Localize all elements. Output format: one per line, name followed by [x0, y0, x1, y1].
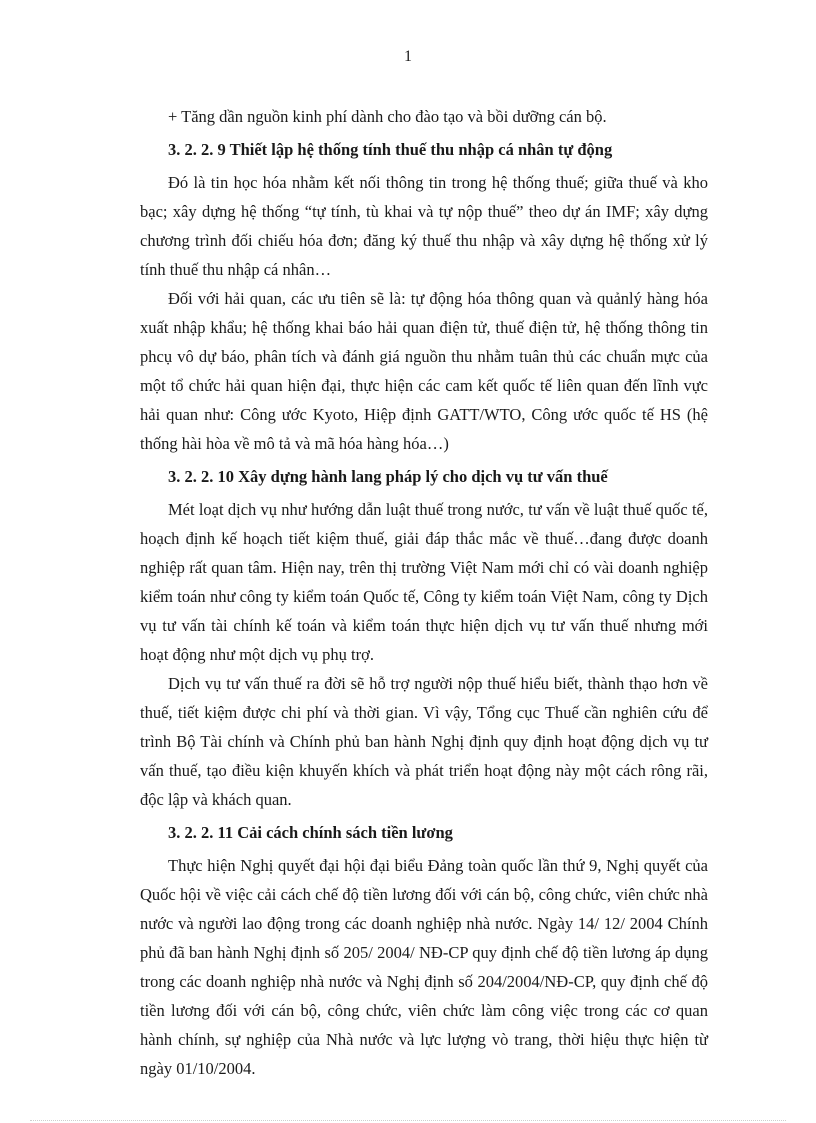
section-heading-3-2-2-11: 3. 2. 2. 11 Cải cách chính sách tiền lương — [168, 823, 453, 842]
paragraph-salary-reform: Thực hiện Nghị quyết đại hội đại biểu Đảng toàn quốc lần thứ 9, Nghị quyết của Quốc hội về việc cải cách chế độ tiền lương đối với cán bộ, công chức, viên chức nhà nước và người lao động trong các doanh nghiệp nhà nước. Ngày 14/ 12/ 2004 Chính phủ đã ban hành Nghị định số 205/ 2004/ NĐ-CP quy định chế độ tiền lương áp dụng trong các doanh nghiệp nhà nước và Nghị định số 204/2004/NĐ-CP, quy định chế độ tiền lương đối với cán bộ, công chức, viên chức làm công việc trong các cơ quan hành chính, sự nghiệp của Nhà nước và lực lượng vò trang, thời hiệu thực hiện từ ngày 01/10/2004. — [140, 856, 708, 1078]
section-heading-3-2-2-9: 3. 2. 2. 9 Thiết lập hệ thống tính thuế thu nhập cá nhân tự động — [168, 140, 613, 159]
paragraph-tax-it: Đó là tin học hóa nhằm kết nối thông tin trong hệ thống thuế; giữa thuế và kho bạc; xây dựng hệ thống “tự tính, tù khai và tự nộp thuế” theo dự án IMF; xây dựng chương trình đối chiếu hóa đơn; đăng ký thuế thu nhập và xây dựng hệ thống xử lý tính thuế thu nhập cá nhân… — [140, 173, 708, 279]
page-number: 1 — [404, 48, 412, 65]
paragraph-customs: Đối với hải quan, các ưu tiên sẽ là: tự động hóa thông quan và quảnlý hàng hóa xuất nhập khẩu; hệ thống khai báo hải quan điện tử, thuế điện tử, hệ thống thông tin phcụ vô dự báo, phân tích và đánh giá nguồn thu nhằm tuân thủ các chuẩn mực của một tổ chức hải quan hiện đại, thực hiện các cam kết quốc tế liên quan đến lĩnh vực hải quan như: Công ước Kyoto, Hiệp định GATT/WTO, Công ước quốc tế HS (hệ thống hài hòa về mô tả và mã hóa hàng hóa…) — [140, 289, 708, 453]
paragraph-tax-consulting-benefits: Dịch vụ tư vấn thuế ra đời sẽ hỗ trợ người nộp thuế hiểu biết, thành thạo hơn về thuế, tiết kiệm được chi phí và thời gian. Vì vậy, Tổng cục Thuế cần nghiên cứu để trình Bộ Tài chính và Chính phủ ban hành Nghị định quy định hoạt động dịch vụ tư vấn thuế, tạo điều kiện khuyến khích và phát triển hoạt động này một cách rông rãi, độc lập và khách quan. — [140, 674, 708, 809]
document-body — [140, 102, 708, 1083]
paragraph-tax-consulting: Mét loạt dịch vụ như hướng dẫn luật thuế trong nước, tư vấn về luật thuế quốc tế, hoạch định kế hoạch tiết kiệm thuế, giải đáp thắc mắc về thuế…đang được doanh nghiệp rất quan tâm. Hiện nay, trên thị trường Việt Nam mới chỉ có vài doanh nghiệp kiểm toán như công ty kiểm toán Quốc tế, Công ty kiểm toán Việt Nam, công ty Dịch vụ tư vấn tài chính kế toán và kiểm toán thực hiện dịch vụ tư vấn thuế nhưng mới hoạt động như một dịch vụ phụ trợ. — [140, 500, 708, 664]
paragraph-training-budget: + Tăng dần nguồn kinh phí dành cho đào tạo và bồi dưỡng cán bộ. — [168, 107, 607, 126]
section-heading-3-2-2-10: 3. 2. 2. 10 Xây dựng hành lang pháp lý cho dịch vụ tư vấn thuế — [168, 467, 608, 486]
page-bottom-divider — [30, 1120, 786, 1121]
